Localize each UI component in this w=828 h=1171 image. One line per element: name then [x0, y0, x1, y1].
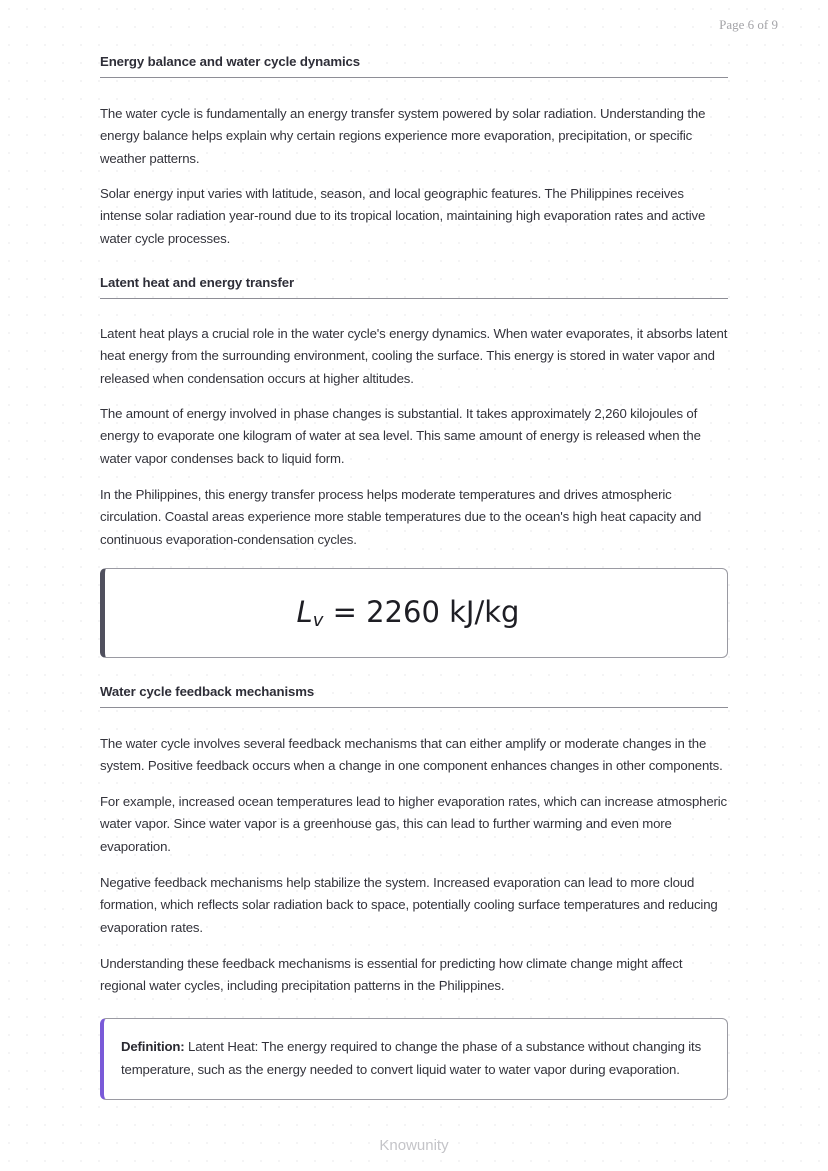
- paragraph: The water cycle involves several feedback mechanisms that can either amplify or moderate changes in the system. Positive feedback occurs when a change in one component enhances changes in other components.: [100, 736, 723, 774]
- page-indicator: Page 6 of 9: [719, 17, 778, 32]
- paragraph: Solar energy input varies with latitude, season, and local geographic features. The Philippines receives intense solar radiation year-round due to its tropical location, maintaining high evaporation rates and active water cycle processes.: [100, 186, 706, 246]
- paragraph: Understanding these feedback mechanisms is essential for predicting how climate change might affect regional water cycles, including precipitation patterns in the Philippines.: [100, 956, 683, 994]
- paragraph: Latent heat plays a crucial role in the water cycle's energy dynamics. When water evaporates, it absorbs latent heat energy from the surrounding environment, cooling the surface. This energy is stored in water vapor and released when condensation occurs at higher altitudes.: [100, 326, 728, 386]
- definition-label: Definition:: [121, 1039, 185, 1054]
- formula-symbol: L: [296, 595, 313, 629]
- formula-value: = 2260 kJ/kg: [323, 595, 520, 629]
- paragraph: For example, increased ocean temperatures lead to higher evaporation rates, which can increase atmospheric water vapor. Since water vapor is a greenhouse gas, this can lead to further warming and even more evaporation.: [100, 794, 727, 854]
- paragraph: The amount of energy involved in phase changes is substantial. It takes approximately 2,260 kilojoules of energy to evaporate one kilogram of water at sea level. This same amount of energy is released when the water vapor condenses back to liquid form.: [100, 406, 701, 466]
- formula-box: [100, 568, 728, 658]
- section-heading: Energy balance and water cycle dynamics: [100, 54, 728, 78]
- definition-box: [100, 1018, 728, 1100]
- formula-subscript: v: [312, 610, 324, 631]
- paragraph: The water cycle is fundamentally an energy transfer system powered by solar radiation. Understanding the energy balance helps explain why certain regions experience more evaporation, precipitation, or specific weather patterns.: [100, 106, 706, 166]
- section-heading: Water cycle feedback mechanisms: [100, 684, 728, 708]
- footer-brand: Knowunity: [379, 1137, 449, 1154]
- paragraph: Negative feedback mechanisms help stabilize the system. Increased evaporation can lead to more cloud formation, which reflects solar radiation back to space, potentially cooling surface temperatures and reducing evaporation rates.: [100, 875, 718, 935]
- formula: [297, 595, 520, 631]
- section-heading: Latent heat and energy transfer: [100, 275, 728, 299]
- definition-body: Latent Heat: The energy required to change the phase of a substance without changing its temperature, such as the energy needed to convert liquid water to water vapor during evaporation.: [121, 1039, 702, 1077]
- definition-text: [121, 1019, 727, 1081]
- paragraph: In the Philippines, this energy transfer process helps moderate temperatures and drives atmospheric circulation. Coastal areas experience more stable temperatures due to the ocean's high heat capacity and continuous evaporation-condensation cycles.: [100, 487, 702, 547]
